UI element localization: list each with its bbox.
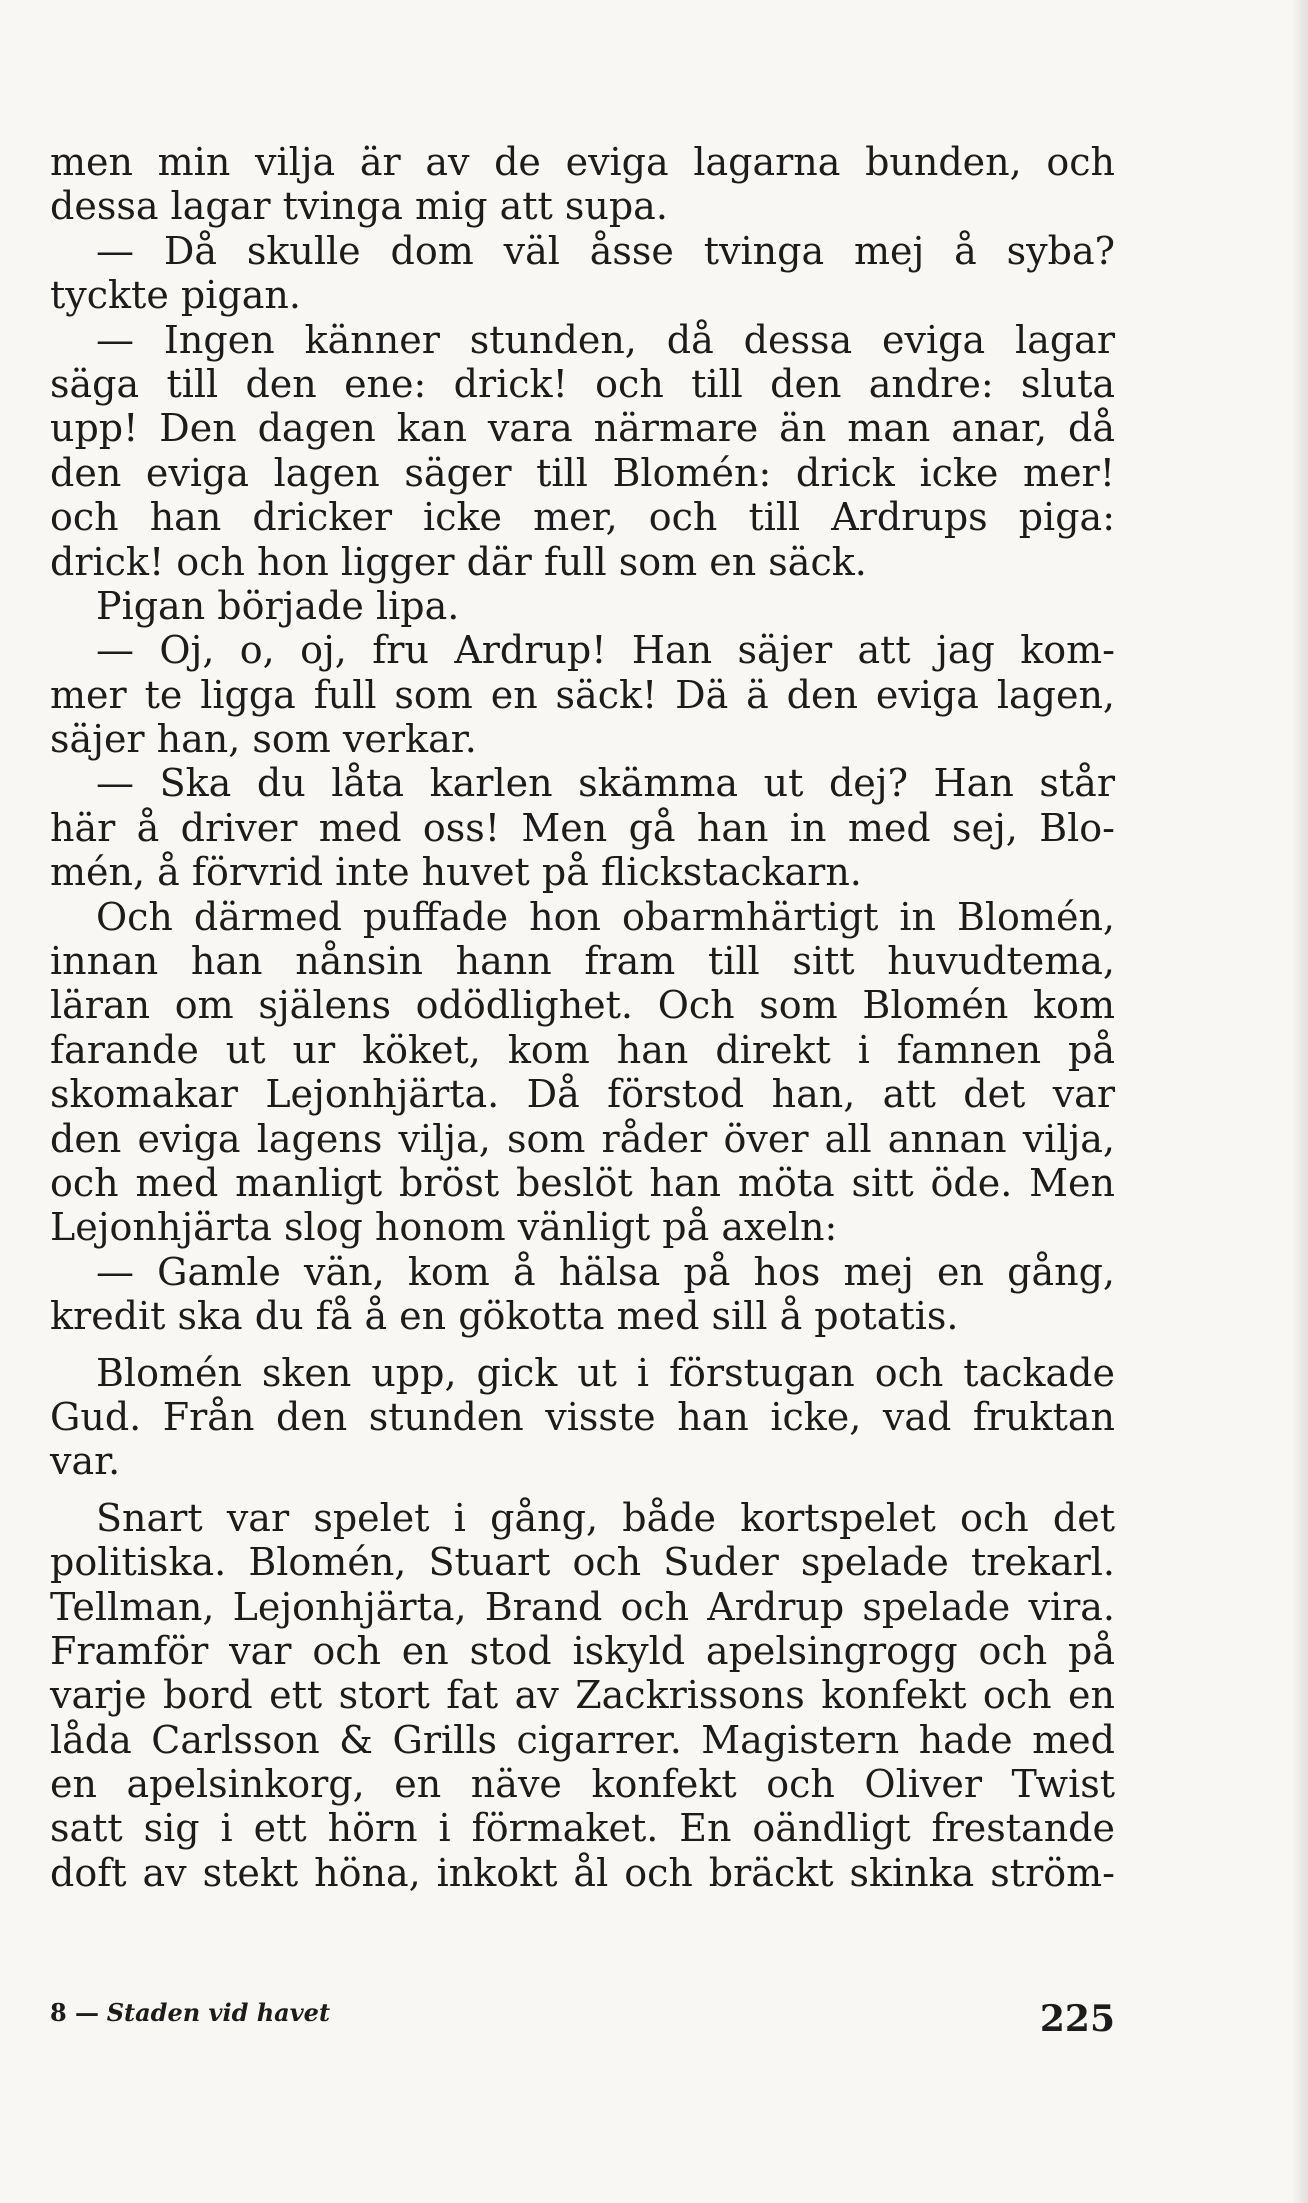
text-line: skomakar Lejonhjärta. Då förstod han, att det var [50,1072,1115,1117]
text-line: varje bord ett stort fat av Zackrissons konfekt och en [50,1673,1115,1718]
text-line: Pigan började lipa. [96,583,460,628]
text-line: upp! Den dagen kan vara närmare än man anar, då [50,406,1115,451]
printer-signature [50,1998,330,2027]
text-line: Gud. Från den stunden visste han icke, vad fruktan [50,1394,1115,1439]
text-line: tyckte pigan. [50,273,301,318]
text-line: — Ingen känner stunden, då dessa eviga lagar [96,317,1115,362]
text-line: politiska. Blomén, Stuart och Suder spelade trekarl. [50,1540,1115,1585]
text-line: drick! och hon ligger där full som en säck. [50,539,867,584]
text-line: dessa lagar tvinga mig att supa. [50,184,668,229]
text-line: — Ska du låta karlen skämma ut dej? Han står [96,761,1115,806]
text-line: Blomén sken upp, gick ut i förstugan och tackade [96,1350,1115,1395]
text-line: den eviga lagens vilja, som råder över all annan vilja, [50,1116,1115,1161]
text-line: — Gamle vän, kom å hälsa på hos mej en gång, [96,1249,1115,1294]
text-line: — Oj, o, oj, fru Ardrup! Han säjer att jag kom- [96,628,1115,673]
text-line: doft av stekt höna, inkokt ål och bräckt skinka ström- [50,1850,1115,1895]
text-line: och han dricker icke mer, och till Ardrups piga: [50,495,1115,540]
text-line: innan han nånsin hann fram till sitt huvudtema, [50,939,1115,984]
text-line: låda Carlsson & Grills cigarrer. Magistern hade med [50,1717,1115,1762]
text-line: den eviga lagen säger till Blomén: drick icke mer! [50,450,1115,495]
body-text [50,140,1115,1895]
text-line: kredit ska du få å en gökotta med sill å potatis. [50,1294,959,1339]
text-line: säjer han, som verkar. [50,717,477,762]
page-number: 225 [1039,1998,1115,2040]
text-line: mer te ligga full som en säck! Dä ä den eviga lagen, [50,672,1115,717]
text-line: Lejonhjärta slog honom vänligt på axeln: [50,1205,838,1250]
text-line: satt sig i ett hörn i förmaket. En oändligt frestande [50,1806,1115,1851]
text-line: Och därmed puffade hon obarmhärtigt in Blomén, [96,894,1115,939]
signature-mark: 8 — [50,1998,100,2027]
page-edge-shadow [1292,0,1308,2203]
text-line: säga till den ene: drick! och till den andre: sluta [50,361,1115,406]
text-line: men min vilja är av de eviga lagarna bunden, och [50,140,1115,184]
book-title: Staden vid havet [106,1998,331,2027]
text-line: farande ut ur köket, kom han direkt i famnen på [50,1027,1115,1072]
text-line: Snart var spelet i gång, både kortspelet och det [96,1495,1115,1540]
text-line: mén, å förvrid inte huvet på flickstackarn. [50,850,862,895]
text-line: — Då skulle dom väl åsse tvinga mej å syba? [96,228,1115,273]
text-line: en apelsinkorg, en näve konfekt och Oliver Twist [50,1762,1115,1807]
text-line: och med manligt bröst beslöt han möta sitt öde. Men [50,1160,1115,1205]
text-line: läran om själens odödlighet. Och som Blomén kom [50,983,1115,1028]
text-line: här å driver med oss! Men gå han in med sej, Blo- [50,805,1115,850]
text-line: Framför var och en stod iskyld apelsingrogg och på [50,1628,1115,1673]
text-line: var. [50,1439,121,1484]
text-line: Tellman, Lejonhjärta, Brand och Ardrup spelade vira. [50,1584,1115,1629]
